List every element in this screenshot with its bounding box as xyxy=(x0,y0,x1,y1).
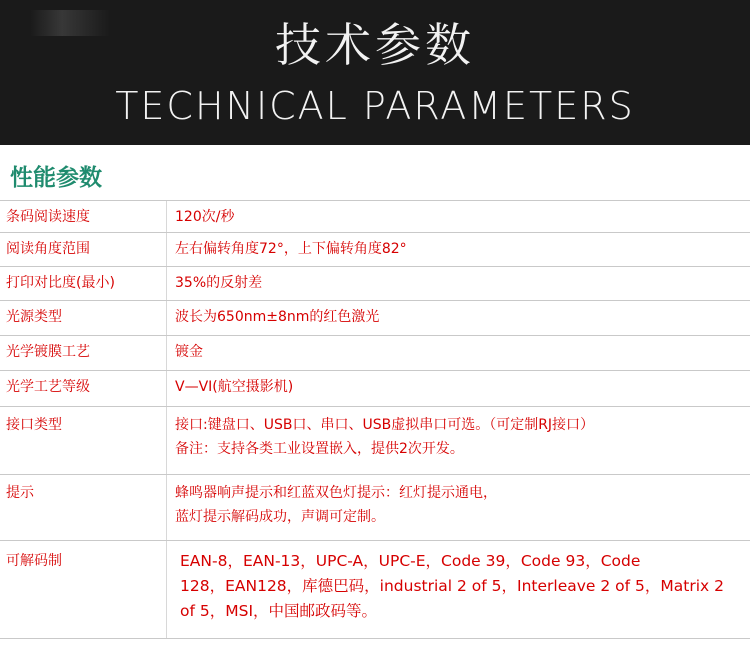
section-title: 性能参数 xyxy=(10,165,102,191)
column-divider xyxy=(166,371,167,406)
table-row xyxy=(0,540,750,639)
value-line: 128，EAN128，库德巴码，industrial 2 of 5，Interleave 2 of 5，Matrix 2 xyxy=(180,577,724,595)
row-label: 提示 xyxy=(6,485,34,501)
row-value xyxy=(175,475,742,529)
row-value: 左右偏转角度72°，上下偏转角度82° xyxy=(175,241,407,257)
table-row xyxy=(0,406,750,475)
row-label: 接口类型 xyxy=(6,417,62,433)
column-divider xyxy=(166,475,167,540)
table-row xyxy=(0,370,750,407)
column-divider xyxy=(166,267,167,300)
row-label: 光学工艺等级 xyxy=(6,379,90,395)
column-divider xyxy=(166,233,167,266)
value-line: 备注：支持各类工业设置嵌入，提供2次开发。 xyxy=(175,441,464,457)
row-value: 35%的反射差 xyxy=(175,275,263,291)
row-label: 阅读角度范围 xyxy=(6,241,90,257)
column-divider xyxy=(166,301,167,335)
table-row xyxy=(0,232,750,267)
row-value xyxy=(175,407,742,461)
value-line: EAN-8，EAN-13，UPC-A，UPC-E，Code 39，Code 93，Code xyxy=(180,552,641,570)
header-banner xyxy=(0,0,750,145)
row-value: V—VI(航空摄影机) xyxy=(175,379,294,395)
row-value: 镀金 xyxy=(175,344,203,360)
title-english: TECHNICAL PARAMETERS xyxy=(115,84,635,128)
column-divider xyxy=(166,541,167,638)
table-row xyxy=(0,474,750,541)
column-divider xyxy=(166,407,167,474)
table-row xyxy=(0,335,750,371)
row-label: 光源类型 xyxy=(6,309,62,325)
column-divider xyxy=(166,201,167,232)
title-chinese: 技术参数 xyxy=(275,18,475,72)
value-line: 蜂鸣器响声提示和红蓝双色灯提示：红灯提示通电， xyxy=(175,485,497,501)
value-line: 接口:键盘口、USB口、串口、USB虚拟串口可选。（可定制RJ接口） xyxy=(175,417,595,433)
value-line: 蓝灯提示解码成功，声调可定制。 xyxy=(175,509,385,525)
row-value: 波长为650nm±8nm的红色激光 xyxy=(175,309,380,325)
row-label: 可解码制 xyxy=(6,553,62,569)
row-label: 打印对比度(最小) xyxy=(6,275,115,291)
column-divider xyxy=(166,336,167,370)
table-row xyxy=(0,300,750,336)
parameters-table xyxy=(0,201,750,639)
row-label: 光学镀膜工艺 xyxy=(6,344,90,360)
row-value: 120次/秒 xyxy=(175,209,235,225)
table-row xyxy=(0,200,750,233)
row-label: 条码阅读速度 xyxy=(6,209,90,225)
table-row xyxy=(0,266,750,301)
row-value xyxy=(180,541,742,624)
value-line: of 5，MSI，中国邮政码等。 xyxy=(180,602,378,620)
